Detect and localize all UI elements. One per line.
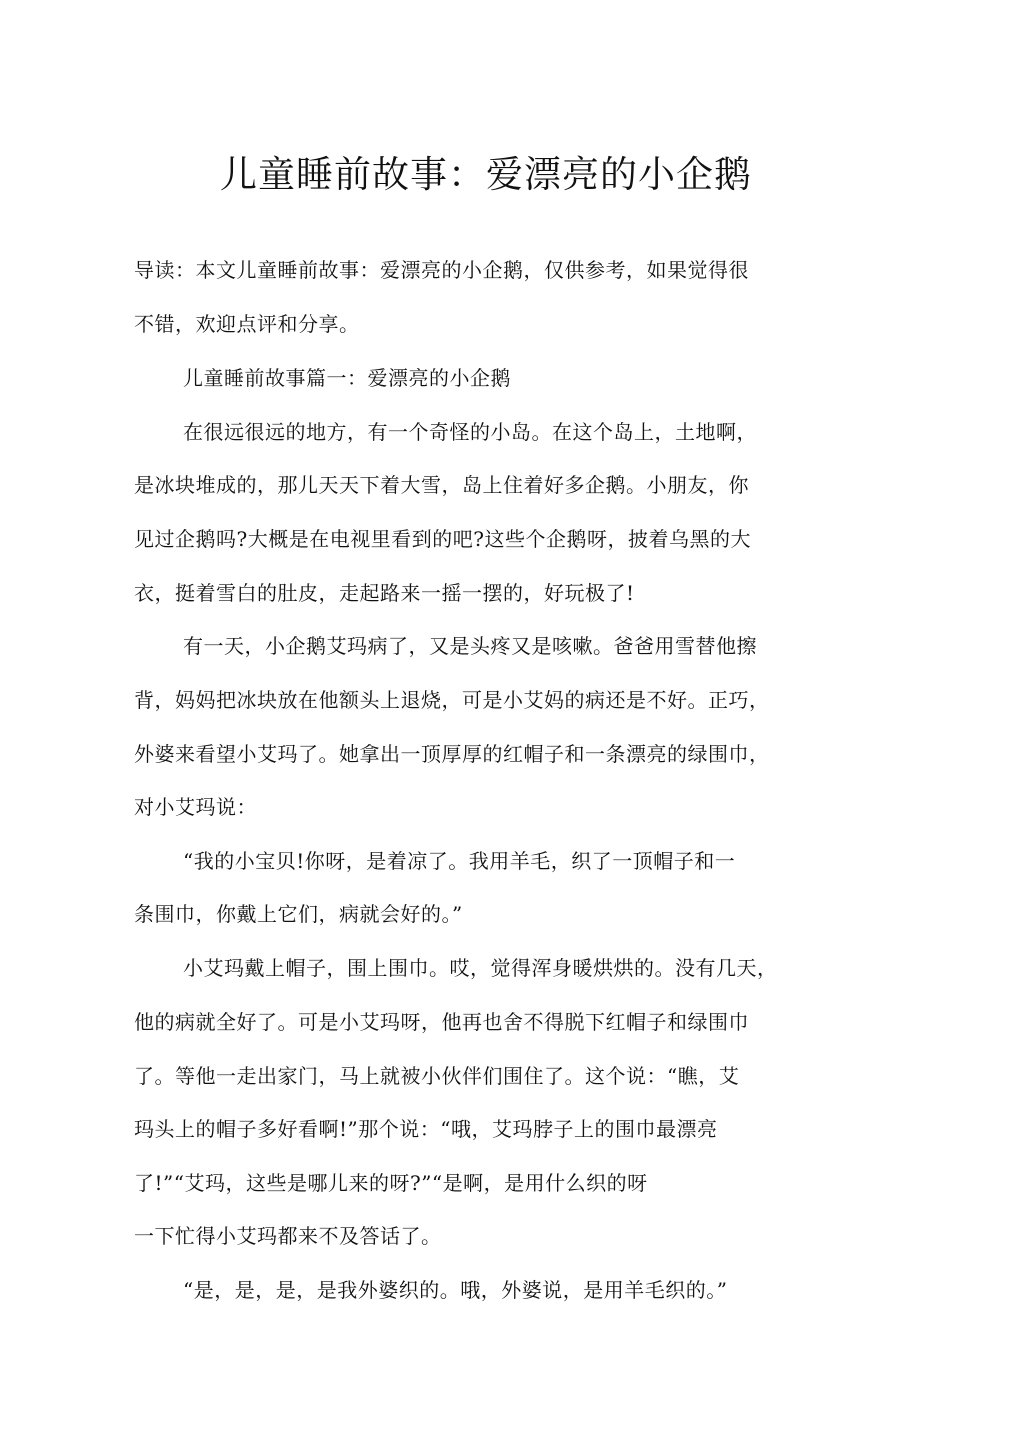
paragraph-line: 对小艾玛说： [134,795,257,819]
paragraph-line: 有一天，小企鹅艾玛病了，又是头疼又是咳嗽。爸爸用雪替他擦 [183,634,757,658]
paragraph-line: 背，妈妈把冰块放在他额头上退烧，可是小艾妈的病还是不好。正巧， [134,688,770,712]
paragraph-line: 是冰块堆成的，那儿天天下着大雪，岛上住着好多企鹅。小朋友，你 [134,473,749,497]
paragraph-line: 条围巾，你戴上它们，病就会好的。” [134,902,463,926]
paragraph-line: 衣，挺着雪白的肚皮，走起路来一摇一摆的，好玩极了! [134,581,635,605]
paragraph-line: “我的小宝贝!你呀，是着凉了。我用羊毛，织了一顶帽子和一 [183,849,736,873]
intro-line-2: 不错，欢迎点评和分享。 [134,312,360,336]
paragraph-line: 一下忙得小艾玛都来不及答话了。 [134,1224,442,1248]
section-heading: 儿童睡前故事篇一：爱漂亮的小企鹅 [183,366,511,390]
paragraph-line: 了。等他一走出家门，马上就被小伙伴们围住了。这个说：“瞧，艾 [134,1064,740,1088]
paragraph-line: 他的病就全好了。可是小艾玛呀，他再也舍不得脱下红帽子和绿围巾 [134,1010,749,1034]
document-title: 儿童睡前故事：爱漂亮的小企鹅 [220,153,752,196]
paragraph-line: 小艾玛戴上帽子，围上围巾。哎，觉得浑身暖烘烘的。没有几天， [183,956,778,980]
paragraph-line: 在很远很远的地方，有一个奇怪的小岛。在这个岛上，土地啊， [183,420,757,444]
paragraph-line: 外婆来看望小艾玛了。她拿出一顶厚厚的红帽子和一条漂亮的绿围巾， [134,742,770,766]
paragraph-line: “是，是，是，是我外婆织的。哦，外婆说，是用羊毛织的。” [183,1278,728,1302]
paragraph-line: 玛头上的帽子多好看啊!”那个说：“哦，艾玛脖子上的围巾最漂亮 [134,1117,718,1141]
intro-line-1: 导读：本文儿童睡前故事：爱漂亮的小企鹅，仅供参考，如果觉得很 [134,258,749,282]
paragraph-line: 见过企鹅吗?大概是在电视里看到的吧?这些个企鹅呀，披着乌黑的大 [134,527,751,551]
paragraph-line: 了!”“艾玛，这些是哪儿来的呀?”“是啊，是用什么织的呀 [134,1171,648,1195]
